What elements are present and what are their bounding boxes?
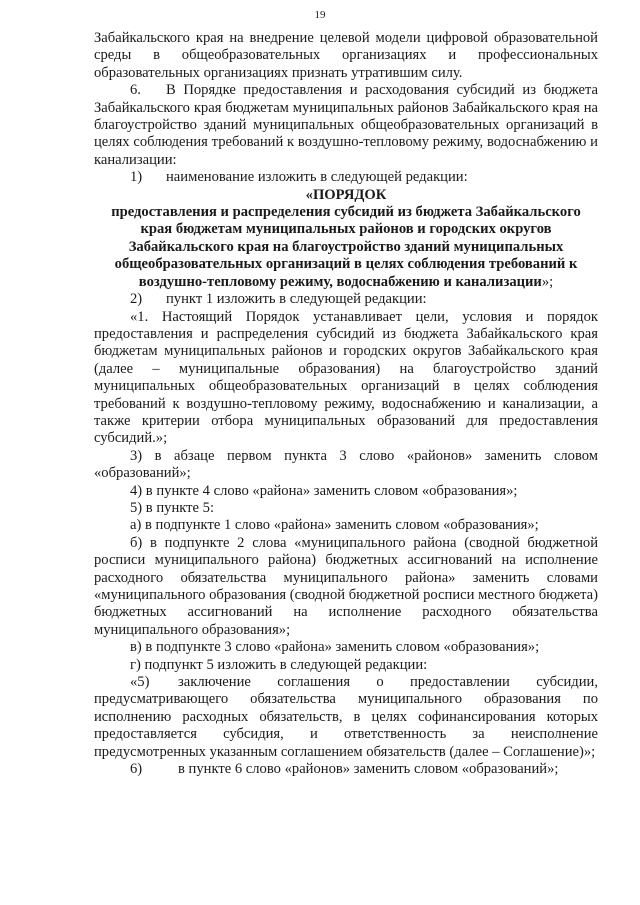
page-number: 19 [314,9,326,21]
item-number: 2) [130,291,143,308]
item-number: 6) [130,761,143,778]
document-heading: «ПОРЯДОК [305,186,387,203]
item-number: «5) [130,674,150,691]
paragraph-subitem-3: 3) в абзаце первом пункта 3 слово «районов» заменить словом «образований»; [94,447,598,482]
item-number: 1) [130,169,143,186]
paragraph-item-6 [94,82,598,169]
paragraph-text: заключение соглашения о предоставлении субсидии, предусматривающего обязательства муниципального образования по исполнению расходных обязательств, в целях софинансирования которых предоставляется субсидия, и ответственность за неисполнение предусмотренных указанным соглашением обязательств (далее – Соглашение)»; [94,674,598,760]
title-text: предоставления и распределения субсидий из бюджета Забайкальского края бюджетам муниципальных районов и городских округов Забайкальского края на благоустройство зданий муниципальных общеобразовательных организаций в целях соблюдения требований к воздушно-тепловому режиму, водоснабжению и канализации [111,204,581,290]
paragraph-text: пункт 1 изложить в следующей редакции: [166,291,427,308]
document-title [94,204,598,291]
paragraph-text: наименование изложить в следующей редакции: [166,169,468,186]
paragraph-subitem-2 [94,291,598,308]
paragraph-letter-g: г) подпункт 5 изложить в следующей редакции: [130,656,428,673]
paragraph-intro: Забайкальского края на внедрение целевой модели цифровой образовательной среды в общеобразовательных организациях и профессиональных образовательных организациях признать утратившим силу. [94,30,598,81]
paragraph-text: в пункте 6 слово «районов» заменить словом «образований»; [178,761,559,778]
paragraph-letter-b: б) в подпункте 2 слова «муниципального района (сводной бюджетной росписи муниципального района) бюджетных ассигнований на исполнение расходного обязательства муниципального района» заменить словами «муниципального образования (сводной бюджетной росписи местного бюджета) бюджетных ассигнований на исполнение расходного обязательства муниципального образования»; [94,534,598,638]
paragraph-text: В Порядке предоставления и расходования субсидий из бюджета Забайкальского края бюджетам муниципальных районов Забайкальского края на благоустройство зданий муниципальных общеобразовательных организаций в целях соблюдения требований к воздушно-тепловому режиму, водоснабжению и канализации: [94,82,598,168]
paragraph-subitem-5: 5) в пункте 5: [130,499,215,516]
title-tail: »; [541,273,554,290]
paragraph-subitem-4: 4) в пункте 4 слово «района» заменить словом «образования»; [130,482,518,499]
paragraph-letter-v: в) в подпункте 3 слово «района» заменить словом «образования»; [130,639,540,656]
paragraph-subpoint-5 [94,674,598,761]
item-number: 6. [130,82,141,99]
paragraph-subitem-1 [94,169,598,186]
paragraph-letter-a: а) в подпункте 1 слово «района» заменить словом «образования»; [130,517,539,534]
paragraph-subitem-6 [94,761,598,778]
document-body [94,30,598,778]
paragraph-point-1: «1. Настоящий Порядок устанавливает цели, условия и порядок предоставления и распределения субсидий из бюджета Забайкальского края бюджетам муниципальных районов и городских округов Забайкальского края (далее – муниципальные образования) на благоустройство зданий муниципальных общеобразовательных организаций в целях соблюдения требований к воздушно-тепловому режиму, водоснабжению и канализации, а также критерии отбора муниципальных образований для предоставления субсидий.»; [94,308,598,447]
